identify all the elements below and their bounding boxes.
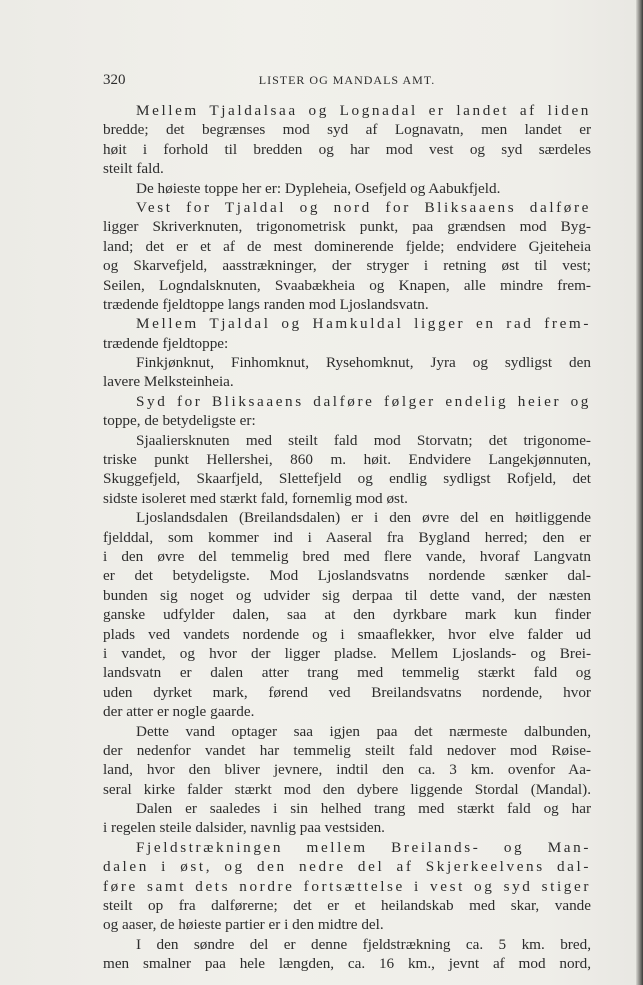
text-line: sidste isoleret med stærkt fald, fornemlig mod øst.	[103, 489, 408, 507]
text-line: land, hvor den bliver jevnere, indtil den ca. 3 km. ovenfor Aa-	[103, 761, 591, 779]
text-line: Dalen er saaledes i sin helhed trang med stærkt fald og har	[136, 800, 591, 818]
text-line: trædende fjeldtoppe:	[103, 334, 229, 352]
text-line: steilt fald.	[103, 160, 164, 178]
text-line: trædende fjeldtoppe langs randen mod Ljoslandsvatn.	[103, 295, 429, 313]
text-line: men smalner paa hele længden, ca. 16 km., jevnt af mod nord,	[103, 955, 591, 973]
text-line: seral kirke falder stærkt mod den dybere liggende Stordal (Mandal).	[103, 780, 591, 798]
text-line: landsvatn er dalen atter trang med temmelig stærkt fald og	[103, 664, 591, 682]
text-line: bredde; det begrænses mod syd af Lognavatn, men landet er	[103, 121, 591, 139]
text-line: i vandet, og hvor der ligger pladse. Mellem Ljoslands- og Brei-	[103, 644, 591, 662]
text-line: fjelddal, som kommer ind i Aaseral fra Bygland herred; den er	[103, 528, 591, 546]
text-line: bunden sig noget og udvider sig derpaa til dette vand, der næsten	[103, 586, 591, 604]
text-line: i regelen steile dalsider, navnlig paa vestsiden.	[103, 819, 385, 837]
text-line: lavere Melksteinheia.	[103, 373, 234, 391]
text-line: er det betydeligste. Mod Ljoslandsvatns nordende sænker dal-	[103, 567, 591, 585]
text-line: og aaser, de høieste partier er i den midtre del.	[103, 916, 384, 934]
text-line: ligger Skriverknuten, trigonometrisk punkt, paa grændsen mod Byg-	[103, 218, 591, 236]
text-line: Seilen, Logndalsknuten, Svaabækheia og Knapen, alle mindre frem-	[103, 276, 591, 294]
page-number: 320	[103, 72, 126, 88]
text-line: Dette vand optager saa igjen paa det nærmeste dalbunden,	[136, 722, 591, 740]
text-line: der atter er nogle gaarde.	[103, 703, 255, 721]
page-header	[103, 72, 591, 92]
text-line: Ljoslandsdalen (Breilandsdalen) er i den øvre del en høitliggende	[136, 509, 591, 527]
text-line: høit i forhold til bredden og har mod vest og syd særdeles	[103, 140, 591, 158]
text-line: dalen i øst, og den nedre del af Skjerkeelvens dal-	[103, 858, 591, 876]
text-line: land; det er et af de mest dominerende fjelde; endvidere Gjeiteheia	[103, 237, 591, 255]
text-line: I den søndre del er denne fjeldstrækning ca. 5 km. bred,	[136, 935, 591, 953]
body-text	[103, 101, 591, 974]
text-line: plads ved vandets nordende og i smaaflekker, hvor elve falder ud	[103, 625, 591, 643]
text-line: Mellem Tjaldalsaa og Lognadal er landet af liden	[136, 102, 591, 119]
text-line: Mellem Tjaldal og Hamkuldal ligger en rad frem-	[136, 315, 591, 333]
text-line: Sjaaliersknuten med steilt fald mod Storvatn; det trigonome-	[136, 431, 591, 449]
text-line: ganske udfylder dalen, saa at den dyrkbare mark kun finder	[103, 606, 591, 624]
text-line: Syd for Bliksaaens dalføre følger endelig heier og	[136, 392, 591, 410]
text-line: Fjeldstrækningen mellem Breilands- og Man-	[136, 838, 591, 856]
text-line: i den øvre del temmelig bred med flere vande, hvoraf Langvatn	[103, 547, 591, 565]
text-line: og Skarvefjeld, aasstrækninger, der stryger i retning øst til vest;	[103, 257, 591, 275]
text-line: triske punkt Hellershei, 860 m. høit. Endvidere Langekjønnuten,	[103, 451, 591, 469]
text-line: steilt op fra dalførerne; det er et heilandskab med skar, vande	[103, 897, 591, 915]
text-line: toppe, de betydeligste er:	[103, 412, 256, 430]
page-edge-shadow	[636, 0, 643, 985]
text-line: De høieste toppe her er: Dypleheia, Osefjeld og Aabukfjeld.	[136, 179, 501, 197]
text-line: Vest for Tjaldal og nord for Bliksaaens dalføre	[136, 198, 591, 216]
text-line: uden dyrket mark, førend ved Breilandsvatns nordende, hvor	[103, 683, 591, 701]
text-line: Skuggefjeld, Skaarfjeld, Slettefjeld og endlig sydligst Rofjeld, det	[103, 470, 591, 488]
text-line: der nedenfor vandet har temmelig steilt fald nedover mod Røise-	[103, 741, 591, 759]
text-line: føre samt dets nordre fortsættelse i vest og syd stiger	[103, 877, 591, 895]
running-head: LISTER OG MANDALS AMT.	[258, 73, 436, 87]
text-line: Finkjønknut, Finhomknut, Rysehomknut, Jyra og sydligst den	[136, 354, 591, 372]
